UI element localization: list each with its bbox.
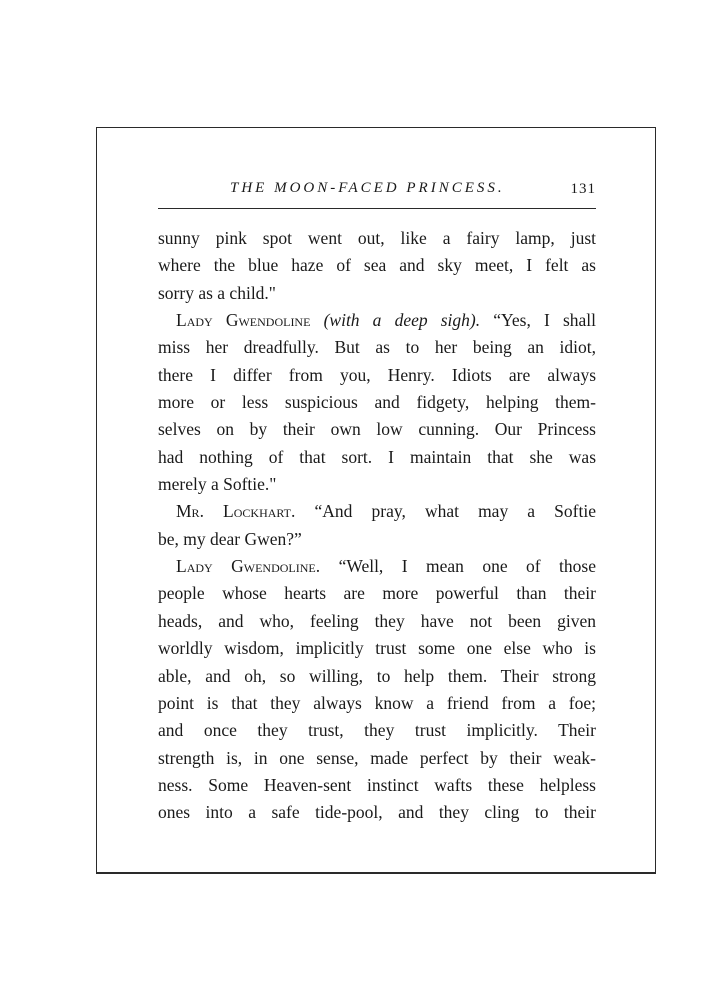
dialogue-text: “Well, I mean one of those	[338, 556, 596, 577]
text-line: had nothing of that sort. I maintain that she was	[158, 446, 596, 467]
text-line: sunny pink spot went out, like a fairy lamp, just	[158, 228, 596, 248]
running-title: THE MOON-FACED PRINCESS.	[230, 180, 505, 196]
running-header	[158, 180, 596, 202]
text-line: able, and oh, so willing, to help them. Their strong	[158, 665, 596, 686]
text-line: strength is, in one sense, made perfect by their weak-	[158, 747, 596, 768]
text-line: where the blue haze of sea and sky meet, I felt as	[158, 255, 596, 276]
text-line: point is that they always know a friend from a foe;	[158, 692, 596, 713]
text-line: heads, and who, feeling they have not been given	[158, 610, 596, 631]
header-rule	[158, 208, 596, 209]
text-line: people whose hearts are more powerful than their	[158, 583, 596, 604]
text-line: selves on by their own low cunning. Our Princess	[158, 419, 596, 440]
dialogue-text: “Yes, I shall	[493, 310, 596, 331]
text-line: ness. Some Heaven-sent instinct wafts these helpless	[158, 774, 596, 795]
text-line	[158, 307, 596, 334]
text-line: worldly wisdom, implicitly trust some one else who is	[158, 638, 596, 659]
text-line: sorry as a child."	[158, 282, 276, 303]
speaker-name: Mr. Lockhart.	[176, 501, 296, 522]
dialogue-text: “And pray, what may a Softie	[314, 501, 596, 522]
text-line	[158, 498, 596, 525]
text-line: be, my dear Gwen?”	[158, 528, 302, 549]
text-line: miss her dreadfully. But as to her being an idiot,	[158, 337, 596, 358]
page-number: 131	[570, 181, 596, 197]
speaker-name: Lady Gwendoline	[176, 310, 311, 331]
text-line	[158, 553, 596, 580]
speaker-name: Lady Gwendoline.	[176, 556, 321, 577]
text-line: ones into a safe tide-pool, and they cling to their	[158, 802, 596, 823]
text-line: merely a Softie."	[158, 474, 277, 495]
stage-direction: (with a deep sigh).	[323, 310, 481, 331]
body-text	[158, 225, 596, 827]
text-line: there I differ from you, Henry. Idiots are always	[158, 364, 596, 385]
text-line: more or less suspicious and fidgety, helping them-	[158, 392, 596, 413]
text-line: and once they trust, they trust implicitly. Their	[158, 720, 596, 741]
